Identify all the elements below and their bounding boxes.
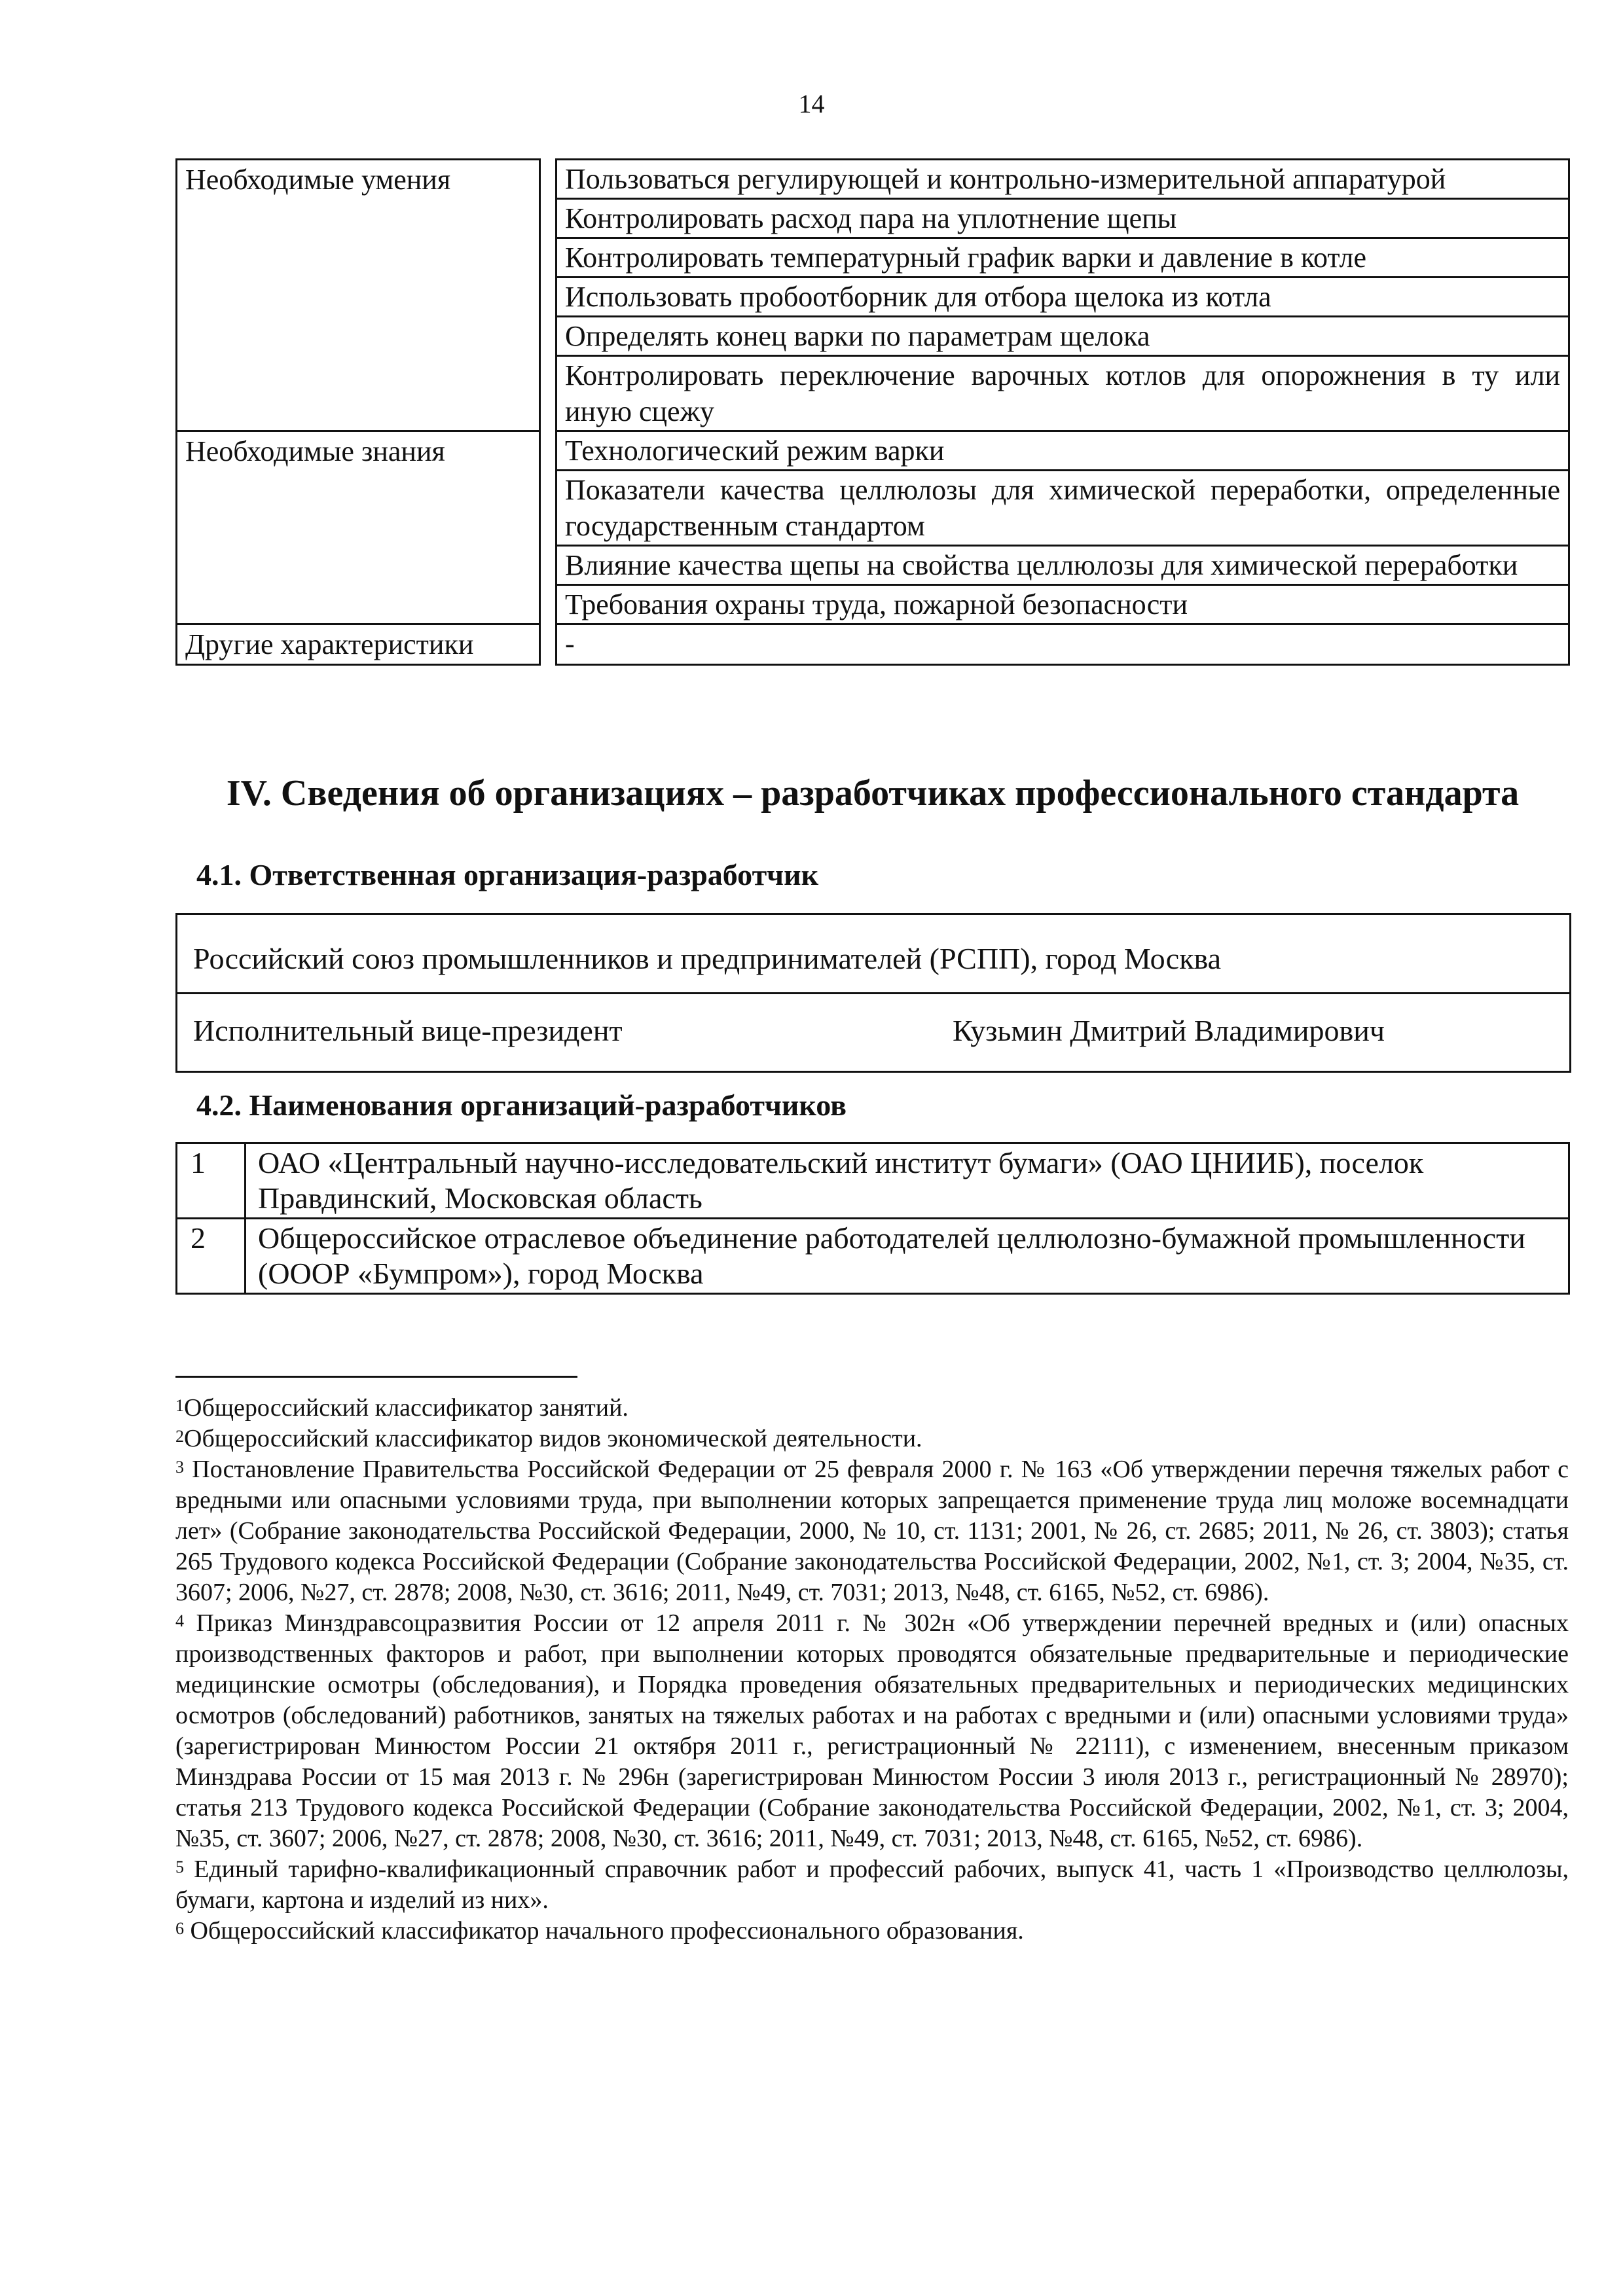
footnote: [175, 1424, 1569, 1454]
developer-name: ОАО «Центральный научно-исследовательский институт бумаги» (ОАО ЦНИИБ), поселок Правдинский, Московская область: [246, 1143, 1569, 1219]
skill-item: Использовать пробоотборник для отбора щелока из котла: [556, 278, 1569, 317]
footnote: [175, 1854, 1569, 1916]
footnote-mark: 1: [175, 1396, 184, 1415]
org-person: Кузьмин Дмитрий Владимирович: [953, 1014, 1385, 1047]
skill-item: Контролировать расход пара на уплотнение щепы: [556, 199, 1569, 238]
footnote-mark: 2: [175, 1427, 184, 1446]
developer-number: 2: [177, 1219, 246, 1294]
other-item: -: [556, 624, 1569, 665]
developer-name: Общероссийское отраслевое объединение работодателей целлюлозно-бумажной промышленности (ОООР «Бумпром»), город Москва: [246, 1219, 1569, 1294]
footnote: [175, 1916, 1569, 1946]
other-label: Другие характеристики: [177, 624, 540, 665]
footnote-text: Общероссийский классификатор начального профессионального образования.: [184, 1917, 1024, 1945]
page-number: 14: [798, 89, 825, 118]
subsection-title-responsible: 4.1. Ответственная организация-разработчик: [196, 858, 819, 891]
skill-item: Контролировать температурный график варки и давление в котле: [556, 238, 1569, 278]
footnote: [175, 1608, 1569, 1854]
skills-label: Необходимые умения: [177, 160, 540, 431]
responsible-org-box: [175, 913, 1571, 1073]
footnote-text: Приказ Минздравсоцразвития России от 12 апреля 2011 г. № 302н «Об утверждении перечней вредных и (или) опасных производственных факторов и работ, при выполнении которых проводятся обязательные предварительные и периодические медицинские осмотры (обследования), и Порядка проведения обязательных предварительных и периодических медицинских осмотров (обследований) работников, занятых на тяжелых работах и на работах с вредными и (или) опасными условиями труда» (зарегистрирован Минюстом России 21 октября 2011 г., регистрационный № 22111), с изменением, внесенным приказом Минздрава России от 15 мая 2013 г. № 296н (зарегистрирован Минюстом России 3 июля 2013 г., регистрационный № 28970); статья 213 Трудового кодекса Российской Федерации (Собрание законодательства Российской Федерации, 2002, №1, ст. 3; 2004, №35, ст. 3607; 2006, №27, ст. 2878; 2008, №30, ст. 3616; 2011, №49, ст. 7031; 2013, №48, ст. 6165, №52, ст. 6986).: [175, 1609, 1569, 1852]
footnote-mark: 3: [175, 1458, 184, 1477]
developers-table: [175, 1142, 1570, 1295]
knowledge-label: Необходимые знания: [177, 431, 540, 624]
footnote-text: Единый тарифно-квалификационный справочник работ и профессий рабочих, выпуск 41, часть 1 «Производство целлюлозы, бумаги, картона и изделий из них».: [175, 1856, 1569, 1914]
footnote-text: Общероссийский классификатор видов экономической деятельности.: [184, 1425, 922, 1452]
footnote-text: Постановление Правительства Российской Федерации от 25 февраля 2000 г. № 163 «Об утверждении перечня тяжелых работ с вредными или опасными условиями труда, при выполнении которых запрещается применение труда лиц моложе восемнадцати лет» (Собрание законодательства Российской Федерации, 2000, № 10, ст. 1131; 2001, № 26, ст. 2685; 2011, № 26, ст. 3803); статья 265 Трудового кодекса Российской Федерации (Собрание законодательства Российской Федерации, 2002, №1, ст. 3; 2004, №35, ст. 3607; 2006, №27, ст. 2878; 2008, №30, ст. 3616; 2011, №49, ст. 7031; 2013, №48, ст. 6165, №52, ст. 6986).: [175, 1456, 1569, 1606]
footnotes: [175, 1393, 1569, 1946]
divider: [177, 992, 1569, 994]
footnote-mark: 6: [175, 1919, 184, 1938]
footnote: [175, 1454, 1569, 1608]
footnote-rule: [175, 1376, 577, 1378]
footnote-mark: 4: [175, 1611, 184, 1630]
subsection-title-developers: 4.2. Наименования организаций-разработчиков: [196, 1088, 847, 1122]
knowledge-item: Влияние качества щепы на свойства целлюлозы для химической переработки: [556, 546, 1569, 585]
knowledge-item: Показатели качества целлюлозы для химической переработки, определенные государственным стандартом: [556, 471, 1569, 546]
table-row: [177, 1143, 1569, 1219]
footnote-text: Общероссийский классификатор занятий.: [184, 1394, 629, 1422]
org-name: Российский союз промышленников и предпринимателей (РСПП), город Москва: [193, 942, 1222, 975]
table-row: [177, 1219, 1569, 1294]
footnote: [175, 1393, 1569, 1424]
skill-item: Пользоваться регулирующей и контрольно-измерительной аппаратурой: [556, 160, 1569, 199]
skill-item: Контролировать переключение варочных котлов для опорожнения в ту или иную сцежу: [556, 356, 1569, 431]
knowledge-item: Технологический режим варки: [556, 431, 1569, 471]
footnote-mark: 5: [175, 1857, 184, 1876]
knowledge-item: Требования охраны труда, пожарной безопасности: [556, 585, 1569, 624]
skill-item: Определять конец варки по параметрам щелока: [556, 317, 1569, 356]
developer-number: 1: [177, 1143, 246, 1219]
org-role: Исполнительный вице-президент: [193, 1014, 623, 1047]
skills-table: [175, 158, 1570, 666]
section-title: IV. Сведения об организациях – разработчиках профессионального стандарта: [226, 773, 1520, 814]
